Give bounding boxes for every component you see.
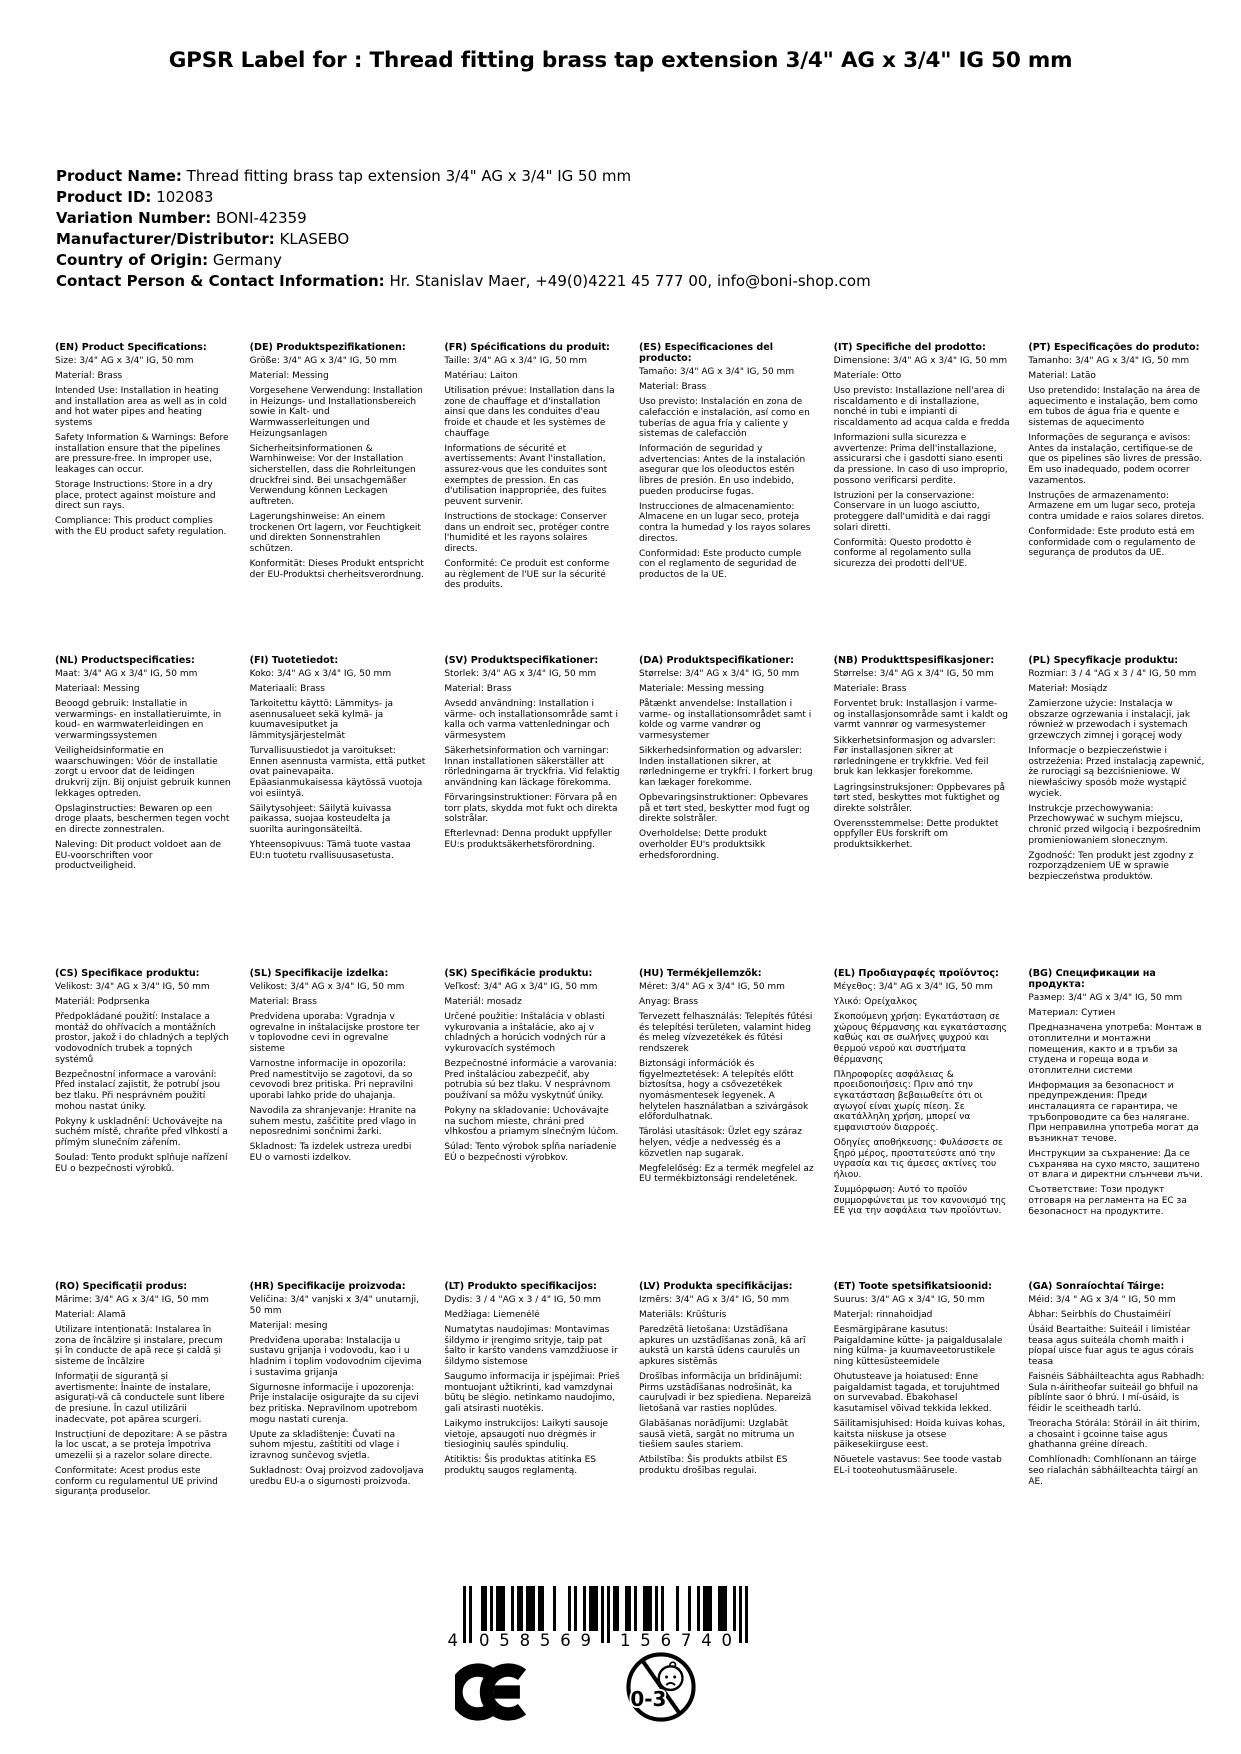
spec-paragraph: Maat: 3/4" AG x 3/4" IG, 50 mm xyxy=(55,669,198,680)
spec-block-ro xyxy=(55,1281,232,1594)
spec-paragraph: Förvaringsinstruktioner: Förvara på en torr plats, skydda mot fukt och direkta solstrålar. xyxy=(444,793,618,825)
spec-paragraph: Instrucciones de almacenamiento: Almacene en un lugar seco, proteja contra la humedad y los rayos solares directos. xyxy=(639,501,811,544)
spec-paragraph: Suurus: 3/4" AG x 3/4" IG, 50 mm xyxy=(833,1295,985,1306)
spec-paragraph: Materiał: Mosiądz xyxy=(1028,684,1108,695)
product-info xyxy=(56,166,1201,292)
spec-paragraph: Uso previsto: Installazione nell'area di riscaldamento e di installazione, nonché in tubi e impianti di riscaldamento ad acqua calda e fredda xyxy=(833,386,1010,429)
spec-paragraph: Dydis: 3 / 4 "AG x 3 / 4" IG, 50 mm xyxy=(444,1295,602,1306)
spec-paragraph: Materiál: Podprsenka xyxy=(55,997,150,1008)
spec-paragraph: Bezpečnostní informace a varování: Před instalací zajistit, že potrubí jsou bez tlaku. Při nesprávném použití mohou nastat úniky. xyxy=(55,1069,221,1112)
spec-paragraph: Veľkosť: 3/4" AG x 3/4" IG, 50 mm xyxy=(444,982,598,993)
spec-paragraph: Materjal: rinnahoidjad xyxy=(833,1310,933,1321)
spec-paragraph: Conformità: Questo prodotto è conforme al regolamento sulla sicurezza dei prodotti dell'UE. xyxy=(833,537,972,569)
spec-paragraph: Säilytysohjeet: Säilytä kuivassa paikassa, suojaa kosteudelta ja suorilta auringonsäteiltä. xyxy=(249,803,392,835)
page-title: GPSR Label for : Thread fitting brass tap extension 3/4" AG x 3/4" IG 50 mm xyxy=(168,48,1073,73)
spec-heading-de: (DE) Produktspezifikationen: xyxy=(249,342,406,353)
spec-paragraph: Nõuetele vastavus: See toode vastab EL-i tooteohutusmäärusele. xyxy=(833,1455,1002,1477)
spec-paragraph: Material: Brass xyxy=(639,382,707,393)
spec-paragraph: Ábhar: Seirbhís do Chustaiméirí xyxy=(1028,1310,1171,1321)
ce-mark-icon xyxy=(455,1662,539,1722)
spec-heading-pt: (PT) Especificações do produto: xyxy=(1028,342,1200,353)
spec-paragraph: Säkerhetsinformation och varningar: Innan installationen säkerställer att rörledningarna är tryckfria. Vid felaktig användning kan läckage förekomma. xyxy=(444,746,620,789)
spec-paragraph: Σκοπούμενη χρήση: Εγκατάσταση σε χώρους θέρμανσης και εγκατάστασης καθώς και σε σωλήνες ψυχρού και θερμού νερού και συστήματα θέρμανσης xyxy=(833,1012,1007,1065)
spec-paragraph: Materiaali: Brass xyxy=(249,684,325,695)
spec-paragraph: Veličina: 3/4" vanjski x 3/4" unutarnji, 50 mm xyxy=(249,1295,419,1316)
spec-paragraph: Materijal: mesing xyxy=(249,1320,328,1331)
info-value: Thread fitting brass tap extension 3/4" AG x 3/4" IG 50 mm xyxy=(186,167,632,185)
spec-paragraph: Sukladnost: Ovaj proizvod zadovoljava uredbu EU-a o sigurnosti proizvoda. xyxy=(249,1466,424,1487)
spec-paragraph: Säilitamisjuhised: Hoida kuivas kohas, kaitsta niiskuse ja otsese päikesekiirguse eest. xyxy=(833,1419,1006,1451)
spec-paragraph: Tamaño: 3/4" AG x 3/4" IG, 50 mm xyxy=(639,367,795,378)
info-label: Contact Person & Contact Information: xyxy=(56,272,385,290)
spec-paragraph: Conformidad: Este producto cumple con el reglamento de seguridad de productos de la UE. xyxy=(639,548,802,580)
spec-paragraph: Velikost: 3/4" AG x 3/4" IG, 50 mm xyxy=(249,982,405,993)
spec-paragraph: Yhteensopivuus: Tämä tuote vastaa EU:n tuotetu rvallisuusasetusta. xyxy=(249,840,411,861)
spec-heading-lv: (LV) Produkta specifikācijas: xyxy=(639,1281,793,1292)
spec-heading-it: (IT) Specifiche del prodotto: xyxy=(833,342,986,353)
spec-paragraph: Overholdelse: Dette produkt overholder EU's produktsikk erhedsforordning. xyxy=(639,829,767,861)
spec-heading-lt: (LT) Produkto specifikacijos: xyxy=(444,1281,597,1292)
info-label: Country of Origin: xyxy=(56,251,209,269)
spec-heading-et: (ET) Toote spetsifikatsioonid: xyxy=(833,1281,992,1292)
spec-paragraph: Safety Information & Warnings: Before installation ensure that the pipelines are pressure-free. In improper use, leakages can occur. xyxy=(55,433,229,476)
product-info-manufacturer xyxy=(56,229,1201,250)
spec-paragraph: Material: Brass xyxy=(55,371,123,382)
spec-paragraph: Ohutusteave ja hoiatused: Enne paigaldamist tagada, et torujuhtmed on survevabad. Ebakohasel kasutamisel võivad tekkida lekked. xyxy=(833,1372,1000,1415)
spec-paragraph: Materiál: mosadz xyxy=(444,997,522,1008)
spec-paragraph: Material: Messing xyxy=(249,371,329,382)
info-label: Product Name: xyxy=(56,167,182,185)
spec-paragraph: Matériau: Laiton xyxy=(444,371,518,382)
spec-block-hu xyxy=(639,968,816,1281)
spec-heading-sk: (SK) Špecifikácie produktu: xyxy=(444,968,593,979)
info-value: Hr. Stanislav Maer, +49(0)4221 45 777 00, info@boni-shop.com xyxy=(389,272,871,290)
spec-paragraph: Opbevaringsinstruktioner: Opbevares på et tørt sted, beskytter mod fugt og direkte solstråler. xyxy=(639,793,810,825)
spec-paragraph: Instruções de armazenamento: Armazene em um lugar seco, proteja contra umidade e raios solares diretos. xyxy=(1028,490,1205,522)
spec-block-fi xyxy=(250,655,427,968)
spec-paragraph: Pokyny na skladovanie: Uchovávajte na suchom mieste, chráni pred vlhkosťou a priamym slnečným lúčom. xyxy=(444,1106,619,1138)
spec-paragraph: Storlek: 3/4" AG x 3/4" IG, 50 mm xyxy=(444,669,597,680)
spec-block-sv xyxy=(444,655,621,968)
spec-block-cs xyxy=(55,968,232,1281)
spec-paragraph: Overensstemmelse: Dette produktet oppfyller EUs forskrift om produktsikkerhet. xyxy=(833,818,999,851)
spec-paragraph: Určené použitie: Inštalácia v oblasti vykurovania a inštalácie, ako aj v chladných a horúcich vodných rúr a vykurovacích systémoch xyxy=(444,1012,606,1055)
spec-paragraph: Informacje o bezpieczeństwie i ostrzeżenia: Przed instalacją zapewnić, że rurociągi są bezciśnieniowe. W niewłaściwy sposób może wystąpić wyciek. xyxy=(1028,746,1205,799)
spec-paragraph: Instrukcje przechowywania: Przechowywać w suchym miejscu, chronić przed wilgocią i bezpośrednim promieniowaniem słonecznym. xyxy=(1028,803,1201,846)
product-info-id xyxy=(56,187,1201,208)
spec-paragraph: Izmērs: 3/4" AG x 3/4" IG, 50 mm xyxy=(639,1295,790,1306)
product-info-contact xyxy=(56,271,1201,292)
spec-paragraph: Tamanho: 3/4" AG x 3/4" IG, 50 mm xyxy=(1028,356,1190,367)
spec-block-et xyxy=(834,1281,1011,1594)
spec-paragraph: Turvallisuustiedot ja varoitukset: Ennen asennusta varmista, että putket ovat painevapaita. Epäasianmukaisessa käytössä vuotoja voi esiintyä. xyxy=(249,746,426,799)
ce-mark-svg xyxy=(455,1662,539,1722)
spec-paragraph: Varnostne informacije in opozorila: Pred namestitvijo se zagotovi, da so cevovodi brez pritiska. Pri nepravilni uporabi lahko pride do uhajanja. xyxy=(249,1059,414,1102)
spec-block-it xyxy=(834,342,1011,655)
spec-paragraph: Bezpečnostné informácie a varovania: Pred inštaláciou zabezpečiť, aby potrubia sú bez tlaku. V nesprávnom používaní sa môžu vyskytnúť úniky. xyxy=(444,1059,617,1102)
spec-paragraph: Medžiaga: Liemenėlė xyxy=(444,1310,540,1321)
spec-paragraph: Lagringsinstruksjoner: Oppbevares på tørt sted, beskyttes mot fuktighet og direkte solstråler. xyxy=(833,782,1006,814)
info-value: Germany xyxy=(212,251,282,269)
spec-paragraph: Sikkerhedsinformation og advarsler: Inden installationen sikrer, at rørledningerne er trykfri. I forkert brug kan lækager forekomme. xyxy=(639,746,813,789)
spec-heading-ga: (GA) Sonraíochtaí Táirge: xyxy=(1028,1281,1165,1292)
spec-paragraph: Drošības informācija un brīdinājumi: Pirms uzstādīšanas nodrošināt, ka cauruļvadi ir bez spiediena. Nepareizā lietošanā var rasties noplūdes. xyxy=(639,1372,812,1415)
spec-heading-ro: (RO) Specificații produs: xyxy=(55,1281,188,1292)
spec-heading-nb: (NB) Produkttspesifikasjoner: xyxy=(833,655,995,666)
spec-heading-nl: (NL) Productspecificaties: xyxy=(55,655,195,666)
spec-paragraph: Zgodność: Ten produkt jest zgodny z rozporządzeniem UE w sprawie bezpieczeństwa produktów. xyxy=(1028,850,1194,882)
spec-paragraph: Súlad: Tento výrobok spĺňa nariadenie EÚ o bezpečnosti výrobkov. xyxy=(444,1142,617,1164)
spec-heading-en: (EN) Product Specifications: xyxy=(55,342,207,353)
spec-paragraph: Material: Latão xyxy=(1028,371,1096,382)
spec-paragraph: Utilisation prévue: Installation dans la zone de chauffage et d'installation ainsi que dans les conduites d'eau froide et chaude et les systèmes de chauffage xyxy=(444,386,615,439)
spec-block-fr xyxy=(444,342,621,655)
spec-block-lv xyxy=(639,1281,816,1594)
spec-paragraph: Saugumo informacija ir įspėjimai: Prieš montuojant užtikrinti, kad vamzdynai būtų be slėgio. netinkamo naudojimo, gali atsirasti nuotėkis. xyxy=(444,1372,620,1415)
spec-block-es xyxy=(639,342,816,655)
spec-paragraph: Informazioni sulla sicurezza e avvertenze: Prima dell'installazione, assicurarsi che i gasdotti siano esenti da pressione. In caso di uso improprio, possono verificarsi perdite. xyxy=(833,433,1008,486)
spec-paragraph: Compliance: This product complies with the EU product safety regulation. xyxy=(55,516,227,538)
spec-heading-el: (EL) Προδιαγραφές προϊόντος: xyxy=(833,968,999,979)
info-label: Product ID: xyxy=(56,188,152,206)
spec-paragraph: Informations de sécurité et avertissements: Avant l'installation, assurez-vous que les conduites sont exemptes de pression. En cas d'utilisation inappropriée, des fuites peuvent survenir. xyxy=(444,443,608,507)
spec-heading-da: (DA) Produktspecifikationer: xyxy=(639,655,794,666)
spec-heading-sl: (SL) Specifikacije izdelka: xyxy=(249,968,389,979)
spec-paragraph: Avsedd användning: Installation i värme- och installationsområde samt i kalla och varma vattenledningar och värmesystem xyxy=(444,699,618,742)
spec-paragraph: Koko: 3/4" AG x 3/4" IG, 50 mm xyxy=(249,669,392,680)
age-warning-label: 0-3 xyxy=(630,1687,667,1712)
spec-paragraph: Úsáid Beartaithe: Suiteáil i limistéar teasa agus suiteála chomh maith i píopaí uisce fuar agus te agus córais teasa xyxy=(1028,1325,1194,1368)
spec-paragraph: Faisnéis Sábháilteachta agus Rabhadh: Sula n-áiritheofar suiteáil go bhfuil na píblínte saor ó bhrú. I mí-úsáid, is féidir le sceitheadh tarlú. xyxy=(1028,1372,1205,1415)
spec-paragraph: Sicherheitsinformationen & Warnhinweise: Vor der Installation sicherstellen, dass die Rohrleitungen druckfrei sind. Bei unsachgemäßer Verwendung können Leckagen auftreten. xyxy=(249,443,416,507)
spec-paragraph: Velikost: 3/4" AG x 3/4" IG, 50 mm xyxy=(55,982,210,993)
spec-paragraph: Opslaginstructies: Bewaren op een droge plaats, beschermen tegen vocht en directe zonnestralen. xyxy=(55,803,230,835)
spec-paragraph: Μέγεθος: 3/4" AG x 3/4" IG, 50 mm xyxy=(833,982,993,993)
spec-paragraph: Taille: 3/4" AG x 3/4" IG, 50 mm xyxy=(444,356,587,367)
spec-paragraph: Uso pretendido: Instalação na área de aquecimento e instalação, bem como em tubos de água fria e quente e sistemas de aquecimento xyxy=(1028,386,1201,429)
product-info-variation xyxy=(56,208,1201,229)
spec-paragraph: Paredzētā lietošana: Uzstādīšana apkures un uzstādīšanas zonā, kā arī aukstā un karstā ūdens caurulēs un apkures sistēmās xyxy=(639,1325,806,1368)
spec-heading-bg: (BG) Спецификации на продукта: xyxy=(1028,968,1156,991)
info-value: KLASEBO xyxy=(279,230,350,248)
spec-block-de xyxy=(250,342,427,655)
spec-heading-hr: (HR) Specifikacije proizvoda: xyxy=(249,1281,406,1292)
spec-paragraph: Tervezett felhasználás: Telepítés fűtési és telepítési területen, valamint hideg és meleg vízvezetékek és fűtési rendszerek xyxy=(639,1012,813,1055)
spec-block-nl xyxy=(55,655,232,968)
spec-paragraph: Atitiktis: Šis produktas atitinka ES produktų saugos reglamentą. xyxy=(444,1455,597,1477)
spec-paragraph: Размер: 3/4" AG x 3/4" IG, 50 mm xyxy=(1028,993,1183,1004)
spec-heading-cs: (CS) Specifikace produktu: xyxy=(55,968,200,979)
spec-paragraph: Dimensione: 3/4" AG x 3/4" IG, 50 mm xyxy=(833,356,1008,367)
spec-paragraph: Předpokládané použití: Instalace a montáž do ohřívacích a montážních prostor, jakož i do chladných a teplých vodovodních trubek a topných systémů xyxy=(55,1012,229,1065)
spec-paragraph: Informações de segurança e avisos: Antes da instalação, certifique-se de que os pipelines são livres de pressão. Em uso inadequado, podem ocorrer vazamentos. xyxy=(1028,433,1202,486)
spec-paragraph: Størrelse: 3/4" AG x 3/4" IG, 50 mm xyxy=(833,669,994,680)
spec-paragraph: Tárolási utasítások: Üzlet egy száraz helyen, védje a nedvesség és a közvetlen nap sugarak. xyxy=(639,1127,802,1159)
spec-heading-pl: (PL) Specyfikacje produktu: xyxy=(1028,655,1179,666)
spec-paragraph: Size: 3/4" AG x 3/4" IG, 50 mm xyxy=(55,356,194,367)
spec-block-hr xyxy=(250,1281,427,1594)
spec-paragraph: Navodila za shranjevanje: Hranite na suhem mestu, zaščitite pred vlago in neposrednimi sončnimi žarki. xyxy=(249,1106,417,1138)
spec-block-pl xyxy=(1028,655,1205,968)
spec-paragraph: Numatytas naudojimas: Montavimas šildymo ir įrengimo srityje, taip pat šalto ir karšto vandens vamzdžiuose ir šildymo sistemose xyxy=(444,1325,618,1368)
spec-block-lt xyxy=(444,1281,621,1594)
info-label: Manufacturer/Distributor: xyxy=(56,230,275,248)
spec-paragraph: Treoracha Stórála: Stóráil in áit thirim, a chosaint i gcoinne taise agus ghathanna gréine díreach. xyxy=(1028,1419,1201,1451)
baby-face-icon xyxy=(659,1666,683,1690)
age-warning-svg xyxy=(624,1650,698,1724)
spec-paragraph: Instructions de stockage: Conserver dans un endroit sec, protéger contre l'humidité et les rayons solaires directs. xyxy=(444,511,610,554)
spec-paragraph: Naleving: Dit product voldoet aan de EU-voorschriften voor productveiligheid. xyxy=(55,840,222,872)
spec-paragraph: Οδηγίες αποθήκευσης: Φυλάσσετε σε ξηρό μέρος, προστατεύστε από την υγρασία και τις άμεσες ακτίνες του ήλιου. xyxy=(833,1137,1003,1180)
info-value: 102083 xyxy=(156,188,214,206)
spec-paragraph: Υλικό: Ορείχαλκος xyxy=(833,997,918,1008)
spec-paragraph: Предназначена употреба: Монтаж в отоплителни и монтажни помещения, както и в тръби за студена и гореща вода и отоплителни системи xyxy=(1028,1023,1202,1076)
info-value: BONI-42359 xyxy=(216,209,307,227)
spec-heading-sv: (SV) Produktspecifikationer: xyxy=(444,655,599,666)
ean13-barcode xyxy=(437,1586,753,1650)
spec-paragraph: Mărime: 3/4" AG x 3/4" IG, 50 mm xyxy=(55,1295,209,1306)
spec-block-el xyxy=(834,968,1011,1281)
info-label: Variation Number: xyxy=(56,209,212,227)
spec-paragraph: Größe: 3/4" AG x 3/4" IG, 50 mm xyxy=(249,356,397,367)
spec-paragraph: Intended Use: Installation in heating and installation area as well as in cold and hot water pipes and heating systems xyxy=(55,386,227,429)
spec-paragraph: Instrucțiuni de depozitare: A se păstra la loc uscat, a se proteja împotriva umezelii și a razelor solare directe. xyxy=(55,1429,228,1461)
spec-paragraph: Skladnost: Ta izdelek ustreza uredbi EU o varnosti izdelkov. xyxy=(249,1142,412,1164)
spec-paragraph: Materiale: Otto xyxy=(833,371,902,382)
spec-block-pt xyxy=(1028,342,1205,655)
spec-paragraph: Информация за безопасност и предупреждения: Преди инсталацията се гарантира, че тръбопроводите са без налягане. При неправилна употреба могат да възникнат течове. xyxy=(1028,1080,1199,1144)
spec-paragraph: Инструкции за съхранение: Да се съхранява на сухо място, защитено от влага и директни слънчеви лъчи. xyxy=(1028,1148,1203,1181)
spec-paragraph: Sigurnosne informacije i upozorenja: Prije instalacije osigurajte da su cijevi bez pritiska. Nepravilnom upotrebom mogu nastati curenja. xyxy=(249,1382,419,1425)
spec-paragraph: Anyag: Brass xyxy=(639,997,699,1008)
spec-paragraph: Съответствие: Този продукт отговаря на регламента на ЕС за безопасност на продуктите. xyxy=(1028,1185,1187,1217)
spec-paragraph: Información de seguridad y advertencias: Antes de la instalación asegurar que los oleoductos estén libres de presión. En uso indebido, pueden producirse fugas. xyxy=(639,444,806,497)
product-info-name xyxy=(56,166,1201,187)
spec-paragraph: Istruzioni per la conservazione: Conservare in un luogo asciutto, proteggere dall'umidità e dai raggi solari diretti. xyxy=(833,490,991,533)
spec-paragraph: Predvidena uporaba: Vgradnja v ogrevalne in inštalacijske prostore ter v toplovodne cevi in ogrevalne sisteme xyxy=(249,1012,420,1055)
spec-paragraph: Comhlíonadh: Comhlíonann an táirge seo rialachán sábháilteachta táirgí an AE. xyxy=(1028,1455,1199,1487)
spec-paragraph: Predviđena uporaba: Instalacija u sustavu grijanja i vodovodu, kao i u hladnim i toplim vodovodnim cijevima i sustavima grijanja xyxy=(249,1335,422,1378)
spec-paragraph: Συμμόρφωση: Αυτό το προϊόν συμμορφώνεται με τον κανονισμό της ΕΕ για την ασφάλεια των προϊόντων. xyxy=(833,1184,1007,1217)
spec-paragraph: Material: Alamă xyxy=(55,1310,126,1321)
spec-grid xyxy=(55,342,1205,1594)
spec-block-en xyxy=(55,342,232,655)
spec-paragraph: Materiāls: Krūšturis xyxy=(639,1310,727,1321)
spec-paragraph: Veiligheidsinformatie en waarschuwingen: Vóór de installatie zorgt u ervoor dat de leidingen drukvrij zijn. Bij onjuist gebruik kunnen lekkages optreden. xyxy=(55,746,231,799)
spec-paragraph: Vorgesehene Verwendung: Installation in Heizungs- und Installationsbereich sowie in Kalt- und Warmwasserleitungen und Heizungsanlagen xyxy=(249,386,423,439)
spec-paragraph: Méid: 3/4 " AG x 3/4 " IG, 50 mm xyxy=(1028,1295,1176,1306)
spec-paragraph: Méret: 3/4" AG x 3/4" IG, 50 mm xyxy=(639,982,785,993)
spec-block-ga xyxy=(1028,1281,1205,1594)
spec-paragraph: Conformidade: Este produto está em conformidade com o regulamento de segurança de produtos da UE. xyxy=(1028,527,1196,559)
spec-paragraph: Materiale: Messing messing xyxy=(639,684,765,695)
spec-paragraph: Forventet bruk: Installasjon i varme- og installasjonsområde samt i kaldt og varmt vannrør og varmesystemer xyxy=(833,699,1008,731)
spec-heading-hu: (HU) Termékjellemzők: xyxy=(639,968,762,979)
spec-block-sk xyxy=(444,968,621,1281)
spec-paragraph: Konformität: Dieses Produkt entspricht der EU-Produktsi cherheitsverordnung. xyxy=(249,558,424,580)
spec-paragraph: Størrelse: 3/4" AG x 3/4" IG, 50 mm xyxy=(639,669,800,680)
spec-paragraph: Laikymo instrukcijos: Laikyti sausoje vietoje, apsaugoti nuo drėgmės ir tiesioginių saulės spindulių. xyxy=(444,1419,609,1451)
barcode-digits: 4 xyxy=(447,1631,458,1650)
spec-paragraph: Materiale: Brass xyxy=(833,684,907,695)
spec-paragraph: Storage Instructions: Store in a dry place, protect against moisture and direct sun rays. xyxy=(55,480,216,512)
spec-paragraph: Informații de siguranță și avertismente: Înainte de instalare, asigurați-vă că conductele sunt libere de presiune. În cazul utilizării inadecvate, pot apărea scurgeri. xyxy=(55,1372,225,1425)
spec-paragraph: Glabāšanas norādījumi: Uzglabāt sausā vietā, sargāt no mitruma un tiešiem saules stariem. xyxy=(639,1419,795,1451)
spec-paragraph: Pokyny k uskladnění: Uchovávejte na suchém místě, chraňte před vlhkostí a přímým slunečním zářením. xyxy=(55,1116,228,1148)
spec-paragraph: Upute za skladištenje: Čuvati na suhom mjestu, zaštititi od vlage i izravnog sunčevog svjetla. xyxy=(249,1429,400,1461)
spec-paragraph: Uso previsto: Instalación en zona de calefacción e instalación, así como en tuberías de agua fría y caliente y sistemas de calefacción xyxy=(639,397,810,440)
spec-paragraph: Sikkerhetsinformasjon og advarsler: Før installasjonen sikrer at rørledningene er trykkfrie. Ved feil bruk kan lekkasjer forekomme. xyxy=(833,735,996,778)
spec-paragraph: Material: Brass xyxy=(249,997,317,1008)
spec-paragraph: Atbilstība: Šis produkts atbilst ES produktu drošības regulai. xyxy=(639,1455,788,1477)
product-info-origin xyxy=(56,250,1201,271)
spec-paragraph: Материал: Сутиен xyxy=(1028,1008,1116,1019)
spec-paragraph: Soulad: Tento produkt splňuje nařízení EU o bezpečnosti výrobků. xyxy=(55,1153,228,1174)
spec-paragraph: Πληροφορίες ασφάλειας & προειδοποιήσεις: Πριν από την εγκατάσταση βεβαιωθείτε ότι οι αγωγοί είναι χωρίς πίεση. Σε ακατάλληλη χρήση, μπορεί να εμφανιστούν διαρροές. xyxy=(833,1069,983,1133)
spec-heading-fi: (FI) Tuotetiedot: xyxy=(249,655,339,666)
ean13-barcode-svg xyxy=(437,1586,753,1650)
spec-paragraph: Påtænkt anvendelse: Installation i varme- og installationsområdet samt i kolde og varme vandrør og varmesystemer xyxy=(639,699,812,742)
spec-paragraph: Lagerungshinweise: An einem trockenen Ort lagern, vor Feuchtigkeit und direkten Sonnenstrahlen schützen. xyxy=(249,511,421,554)
barcode-digits: 156740 xyxy=(620,1631,732,1650)
barcode-digits: 058569 xyxy=(479,1631,591,1650)
spec-paragraph: Rozmiar: 3 / 4 "AG x 3 / 4" IG, 50 mm xyxy=(1028,669,1197,680)
spec-paragraph: Material: Brass xyxy=(444,684,512,695)
spec-block-nb xyxy=(834,655,1011,968)
age-warning-0-3-icon xyxy=(624,1650,698,1724)
spec-block-bg xyxy=(1028,968,1205,1281)
spec-block-da xyxy=(639,655,816,968)
spec-heading-es: (ES) Especificaciones del producto: xyxy=(639,342,774,365)
spec-paragraph: Conformité: Ce produit est conforme au règlement de l'UE sur la sécurité des produits. xyxy=(444,558,610,591)
spec-paragraph: Zamierzone użycie: Instalacja w obszarze ogrzewania i instalacji, jak również w przewodach i systemach grzewczych zimnej i gorącej wody xyxy=(1028,699,1191,742)
spec-paragraph: Tarkoitettu käyttö: Lämmitys- ja asennusalueet sekä kylmä- ja kuumavesiputket ja lämmitysjärjestelmät xyxy=(249,699,394,742)
spec-paragraph: Beoogd gebruik: Installatie in verwarmings- en installatieruimte, in koud- en warmwaterleidingen en verwarmingssystemen xyxy=(55,699,222,742)
spec-heading-fr: (FR) Spécifications du produit: xyxy=(444,342,610,353)
spec-paragraph: Utilizare intenționată: Instalarea în zona de încălzire și instalare, precum și în conducte de apă rece și caldă și sisteme de încălzire xyxy=(55,1325,223,1368)
spec-paragraph: Efterlevnad: Denna produkt uppfyller EU:s produktsäkerhetsförordning. xyxy=(444,829,612,851)
spec-paragraph: Conformitate: Acest produs este conform cu regulamentul UE privind siguranța produselor. xyxy=(55,1466,218,1498)
spec-paragraph: Biztonsági információk és figyelmeztetések: A telepítés előtt biztosítsa, hogy a csővezetékek nyomásmentesek legyenek. A helytelen használatban a szivárgások előfordulhatnak. xyxy=(639,1059,809,1123)
spec-paragraph: Eesmärgipärane kasutus: Paigaldamine kütte- ja paigaldusalale ning külma- ja kuumaveetorustikele ning küttesüsteemidele xyxy=(833,1325,1003,1368)
spec-paragraph: Materiaal: Messing xyxy=(55,684,140,695)
spec-paragraph: Megfelelőség: Ez a termék megfelel az EU termékbiztonsági rendeletének. xyxy=(639,1163,814,1185)
spec-block-sl xyxy=(250,968,427,1281)
